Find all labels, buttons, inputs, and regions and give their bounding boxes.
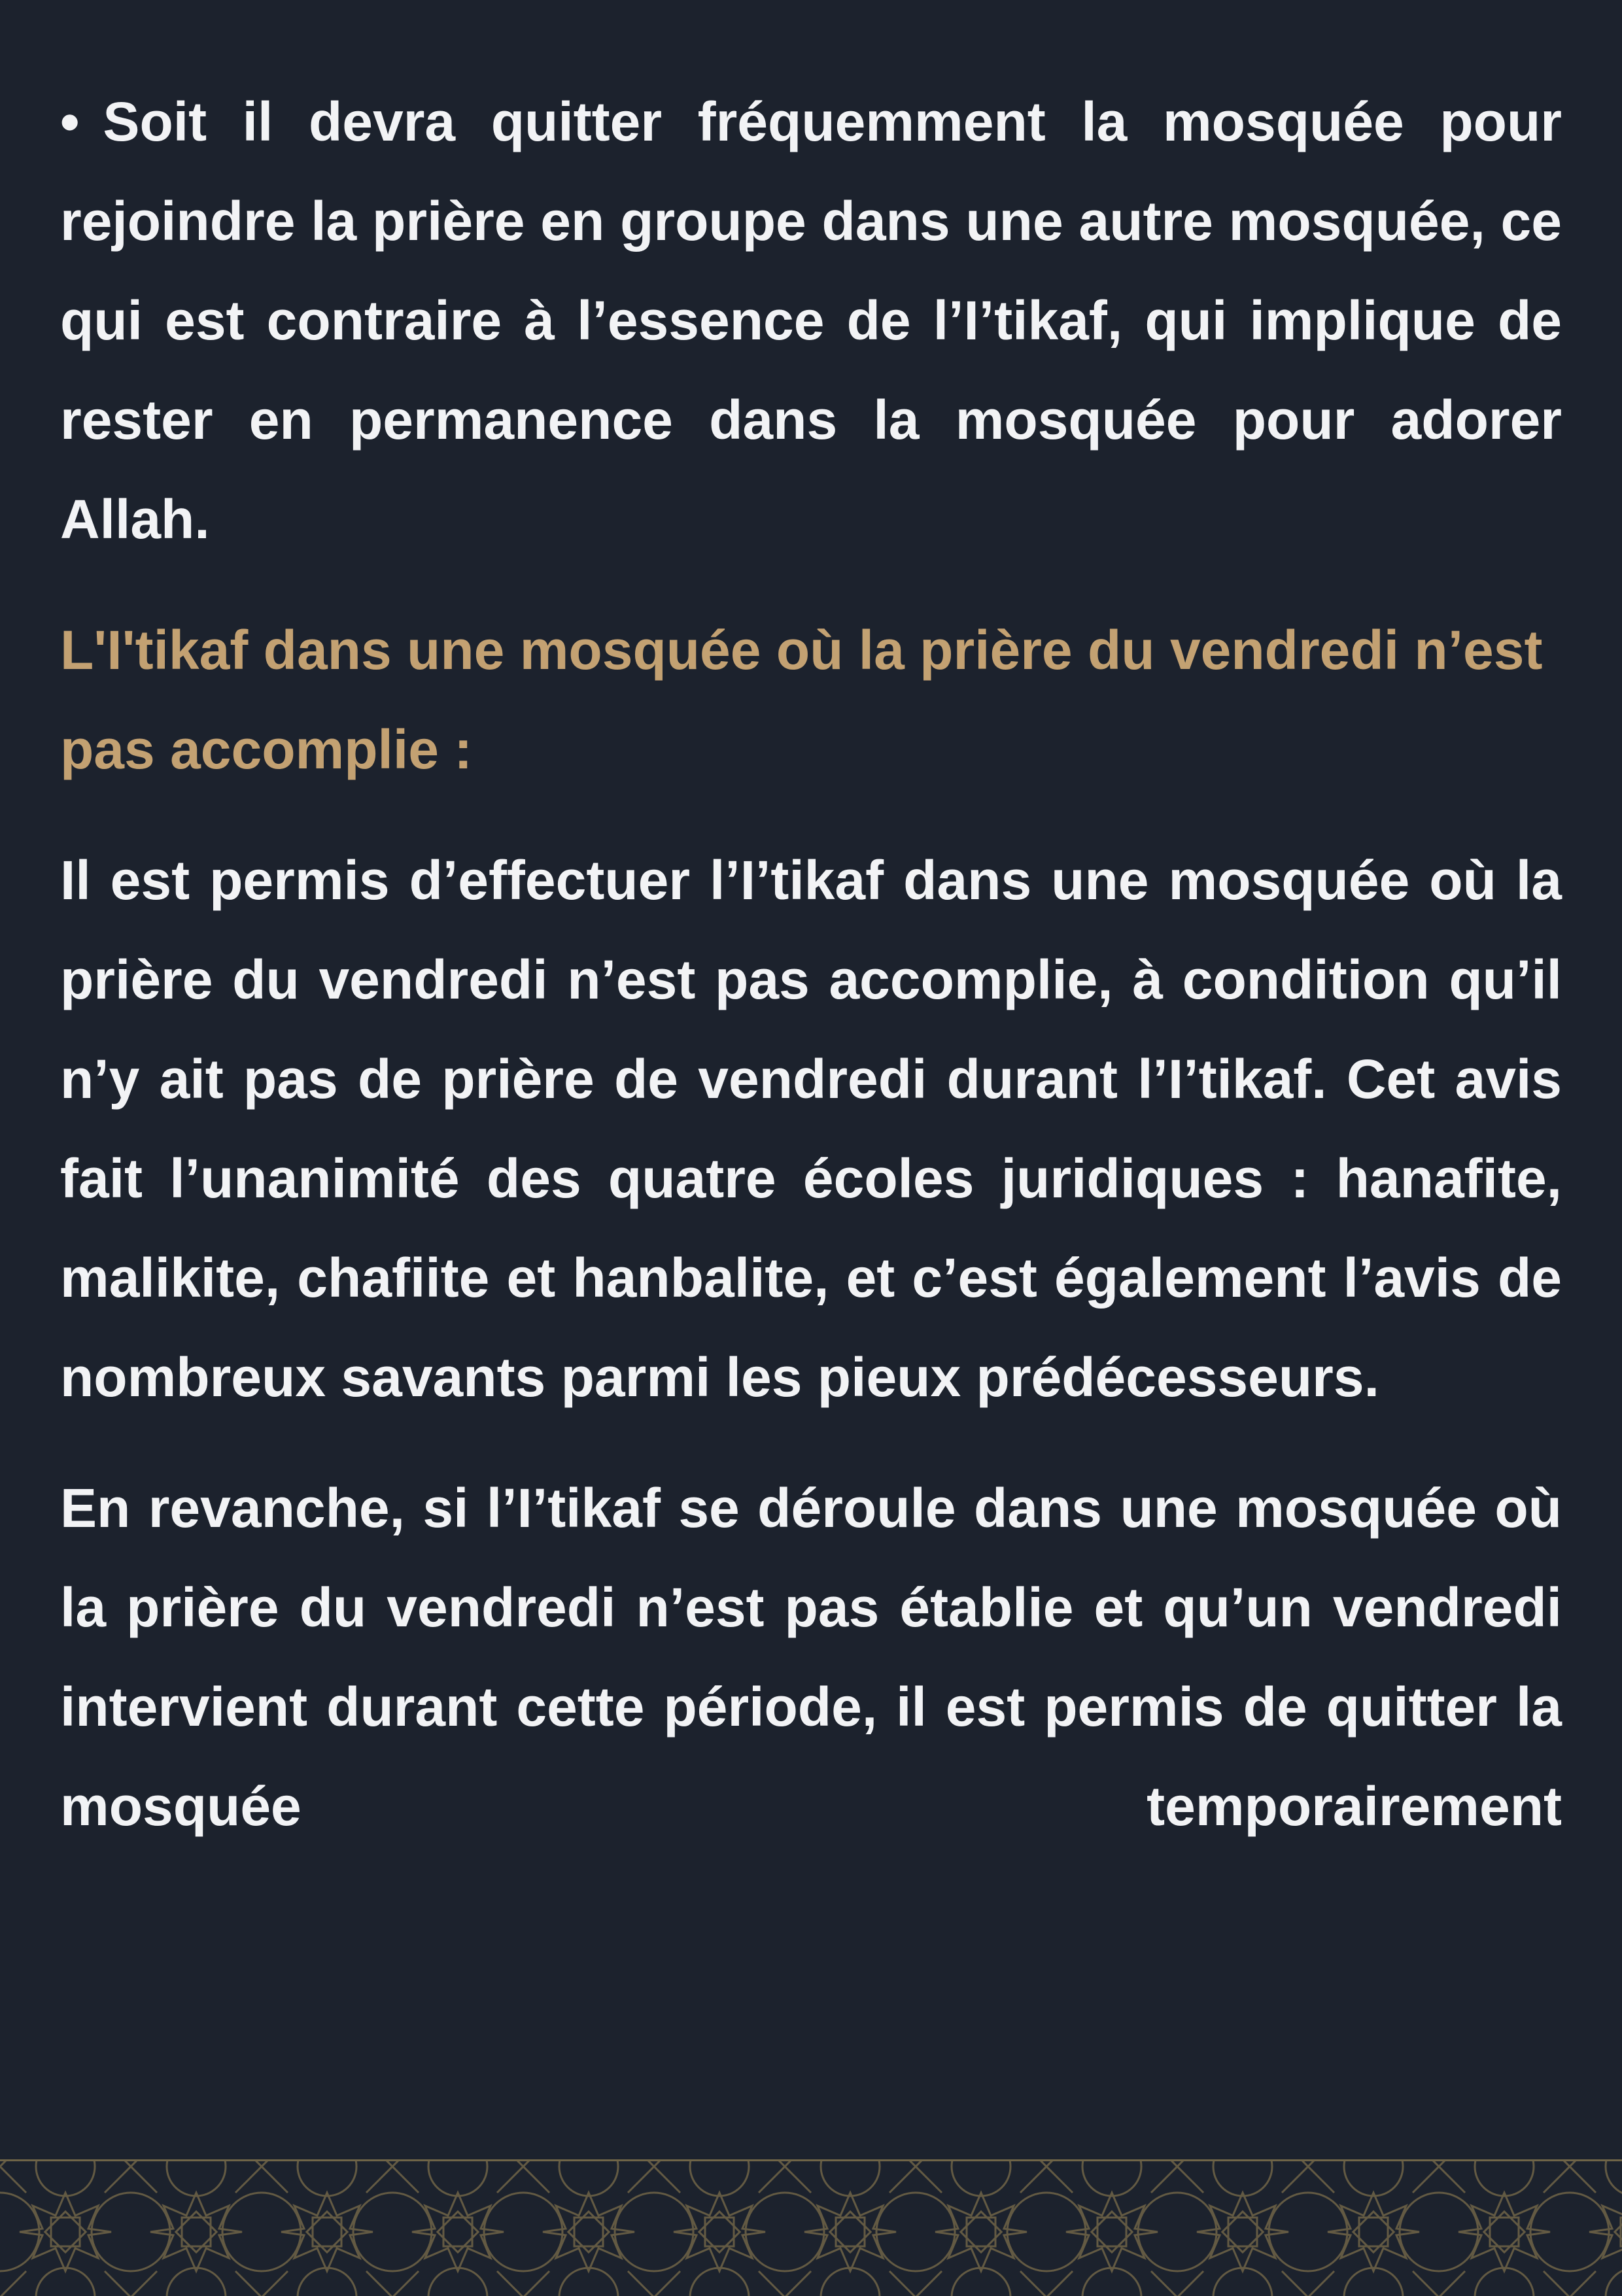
footer-ornament-band [0,2159,1622,2296]
bullet-icon: • [60,91,80,152]
paragraph-2: En revanche, si l’I’tikaf se déroule dans une mosquée où la prière du vendredi n’est pas établie et qu’un vendredi intervient durant cette période, il est permis de quitter la mosquée temporairement [60,1477,1562,1837]
page-content [60,72,1562,1856]
section-heading: L'I'tikaf dans une mosquée où la prière du vendredi n’est pas accomplie : [60,619,1543,780]
paragraph-1: Il est permis d’effectuer l’I’tikaf dans une mosquée où la prière du vendredi n’est pas accomplie, à condition qu’il n’y ait pas de prière de vendredi durant l’I’tikaf. Cet avis fait l’unanimité des quatre écoles juridiques : hanafite, malikite, chafiite et hanbalite, et c’est également l’avis de nombreux savants parmi les pieux prédécesseurs. [60,849,1562,1408]
geometric-star-pattern-icon [0,2161,1622,2296]
bullet-paragraph [60,72,1562,569]
bullet-paragraph-text: Soit il devra quitter fréquemment la mosquée pour rejoindre la prière en groupe dans une autre mosquée, ce qui est contraire à l’essence de l’I’tikaf, qui implique de rester en permanence dans la mosquée pour adorer Allah. [60,91,1562,550]
